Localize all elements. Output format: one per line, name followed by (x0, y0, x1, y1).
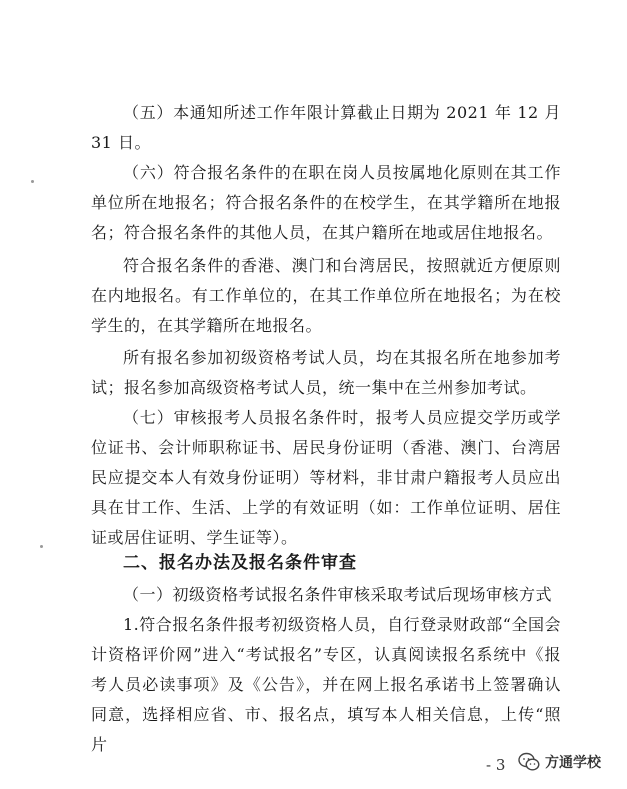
sub-paragraph-1: （一）初级资格考试报名条件审核采取考试后现场审核方式 (123, 585, 553, 604)
paragraph-6: （六）符合报名条件的在职在岗人员按属地化原则在其工作单位所在地报名；符合报名条件的在校学生，在其学籍所在地报名；符合报名条件的其他人员，在其户籍所在地或居住地报名。 (91, 163, 561, 242)
watermark (518, 752, 601, 772)
page-number: - 3 (486, 756, 506, 774)
watermark-text: 方通学校 (545, 755, 601, 771)
section-heading: 二、报名办法及报名条件审查 (123, 553, 357, 573)
wechat-icon (518, 752, 540, 772)
scan-speck (40, 545, 43, 548)
paragraph-7: （七）审核报考人员报名条件时，报考人员应提交学历或学位证书、会计师职称证书、居民身份证明（香港、澳门、台湾居民应提交本人有效身份证明）等材料，非甘肃户籍报考人员应出具在甘工作、生活、上学的有效证明（如：工作单位证明、居住证或居住证明、学生证等）。 (91, 408, 561, 547)
paragraph-hk-macau-taiwan: 符合报名条件的香港、澳门和台湾居民，按照就近方便原则在内地报名。有工作单位的，在其工作单位所在地报名；为在校学生的，在其学籍所在地报名。 (91, 256, 561, 335)
paragraph-5: （五）本通知所述工作年限计算截止日期为 2021 年 12 月 31 日。 (91, 103, 561, 152)
scan-speck (31, 180, 34, 183)
paragraph-exam-location: 所有报名参加初级资格考试人员，均在其报名所在地参加考试；报名参加高级资格考试人员，统一集中在兰州参加考试。 (91, 348, 561, 397)
sub-paragraph-registration-steps: 1.符合报名条件报考初级资格人员，自行登录财政部“全国会计资格评价网”进入“考试报名”专区，认真阅读报名系统中《报考人员必读事项》及《公告》，并在网上报名承诺书上签署确认同意，选择相应省、市、报名点，填写本人相关信息，上传“照片 (91, 615, 561, 754)
